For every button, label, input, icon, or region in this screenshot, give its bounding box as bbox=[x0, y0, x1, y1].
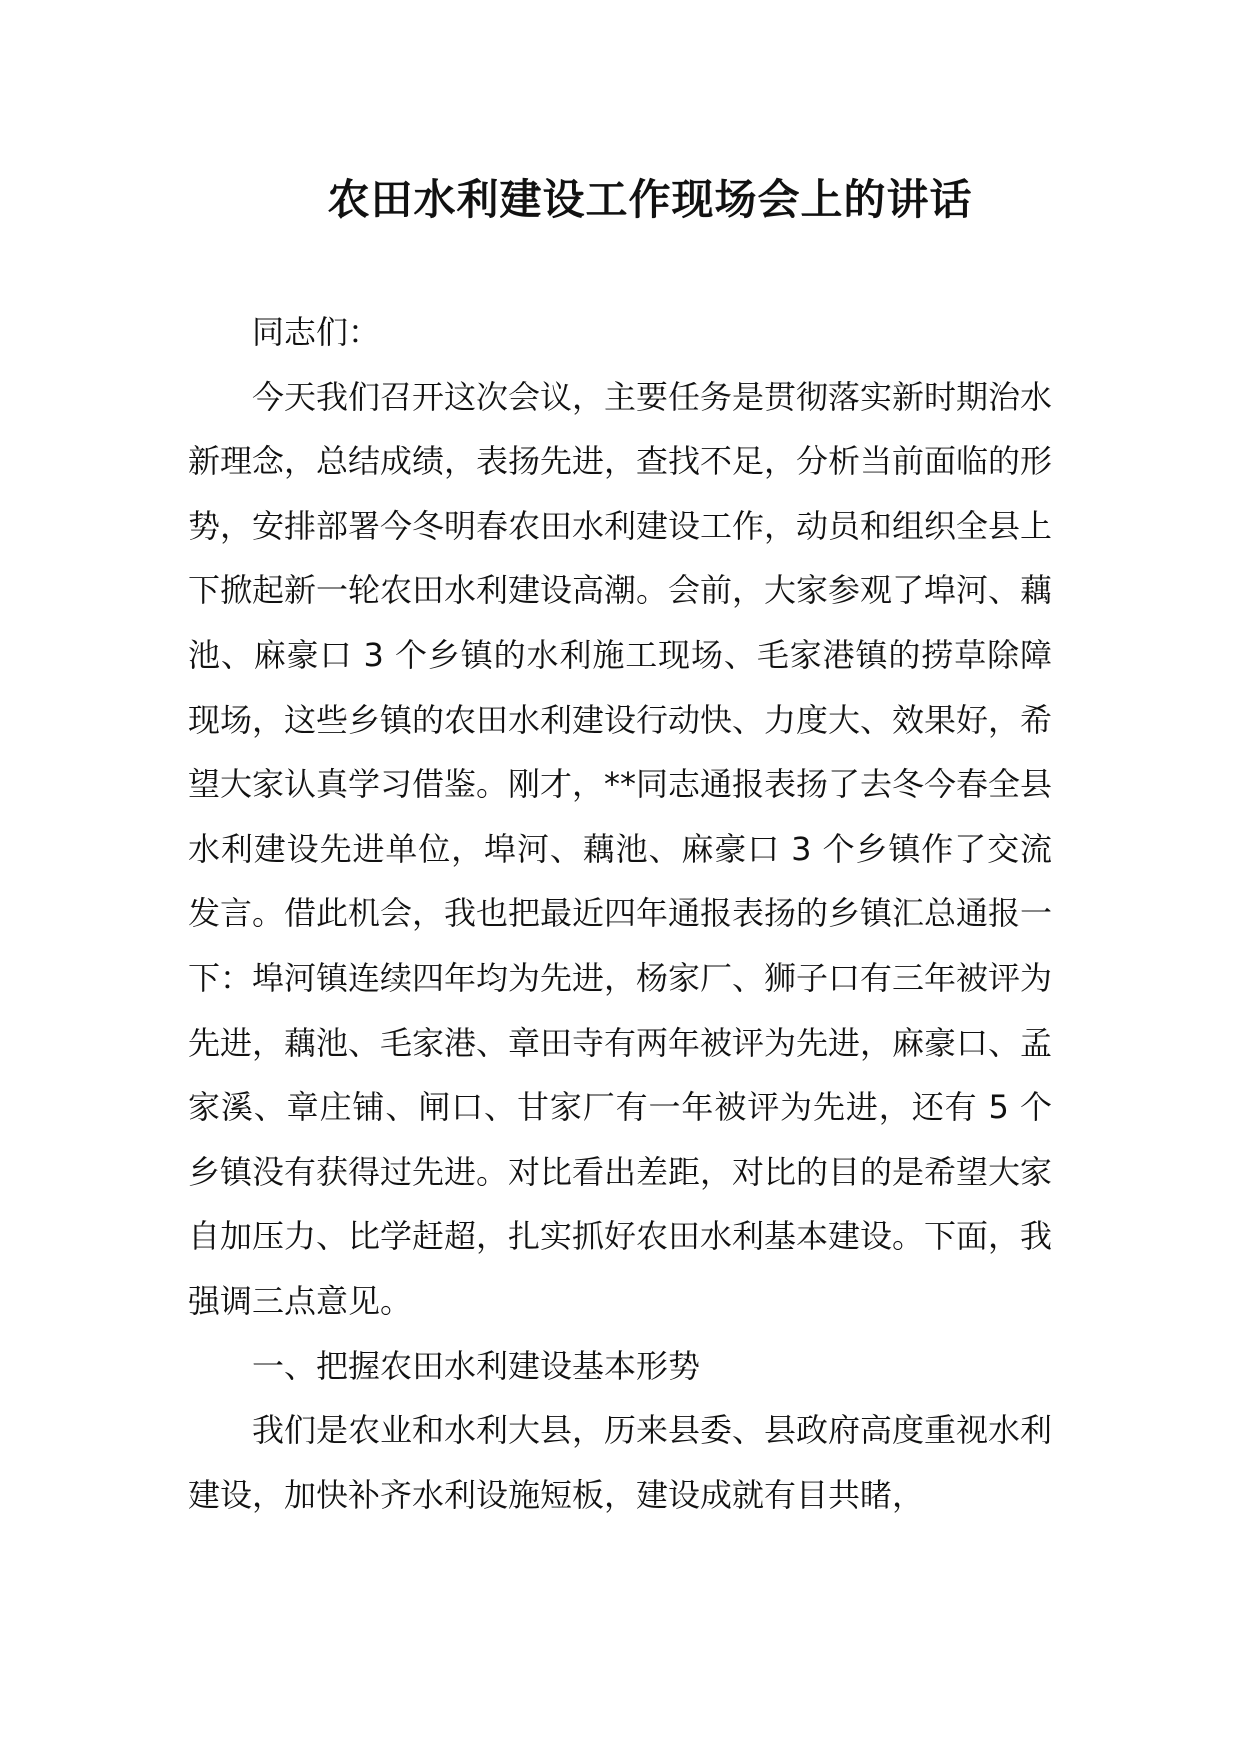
body-paragraph-1: 今天我们召开这次会议，主要任务是贯彻落实新时期治水新理念，总结成绩，表扬先进，查找不足，分析当前面临的形势，安排部署今冬明春农田水利建设工作，动员和组织全县上下掀起新一轮农田水利建设高潮。会前，大家参观了埠河、藕池、麻豪口 3 个乡镇的水利施工现场、毛家港镇的捞草除障现场，这些乡镇的农田水利建设行动快、力度大、效果好，希望大家认真学习借鉴。刚才，**同志通报表扬了去冬今春全县水利建设先进单位，埠河、藕池、麻豪口 3 个乡镇作了交流发言。借此机会，我也把最近四年通报表扬的乡镇汇总通报一下：埠河镇连续四年均为先进，杨家厂、狮子口有三年被评为先进，藕池、毛家港、章田寺有两年被评为先进，麻豪口、孟家溪、章庄铺、闸口、甘家厂有一年被评为先进，还有 5 个乡镇没有获得过先进。对比看出差距，对比的目的是希望大家自加压力、比学赶超，扎实抓好农田水利基本建设。下面，我强调三点意见。 bbox=[188, 377, 1053, 1320]
salutation: 同志们： bbox=[252, 313, 381, 351]
document-body bbox=[188, 300, 1052, 1527]
document-title: 农田水利建设工作现场会上的讲话 bbox=[327, 175, 973, 224]
section-heading-1: 一、把握农田水利建设基本形势 bbox=[252, 1346, 701, 1385]
body-paragraph-2: 我们是农业和水利大县，历来县委、县政府高度重视水利建设，加快补齐水利设施短板，建设成就有目共睹， bbox=[188, 1411, 1053, 1514]
